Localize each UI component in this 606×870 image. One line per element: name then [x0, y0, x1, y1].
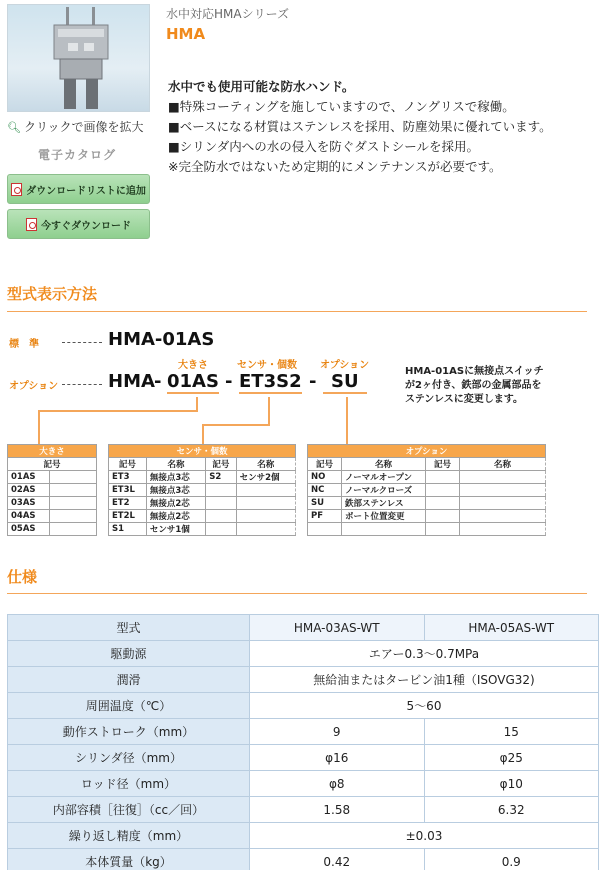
ecatalog-label: 電子カタログ: [38, 148, 117, 162]
table-row: ET3 無接点3芯 S2 センサ2個: [109, 471, 296, 484]
table-row: S1 センサ1個: [109, 523, 296, 536]
zoom-link[interactable]: 🔍︎ クリックで画像を拡大: [7, 120, 144, 134]
connector-line: [346, 397, 348, 444]
table-row: 内部容積［往復］（cc／回） 1.58 6.32: [8, 797, 599, 823]
spec-section-title: 仕様: [7, 568, 38, 586]
model-section-title: 型式表示方法: [7, 285, 98, 303]
sensor-code-table: センサ・個数 記号 名称 記号 名称 ET3 無接点3芯 S2 センサ2個 ET3L 無接点3芯 ET2 無接点2芯 ET2L 無接点2芯 S1 センサ1個: [108, 444, 296, 536]
connector-line: [202, 424, 204, 444]
magnifier-icon: 🔍︎: [7, 121, 21, 134]
description-line: ■シリンダ内への水の侵入を防ぐダストシールを採用。: [168, 139, 480, 154]
product-description: [168, 77, 598, 177]
table-row: 本体質量（kg） 0.42 0.9: [8, 849, 599, 870]
product-image[interactable]: [7, 4, 150, 112]
sensor-header: センサ・個数: [237, 360, 297, 371]
section-divider: [7, 311, 587, 312]
download-now-button[interactable]: 今すぐダウンロード: [7, 209, 150, 239]
table-row: 潤滑 無給油またはタービン油1種（ISOVG32): [8, 667, 599, 693]
table-row: 04AS: [8, 510, 97, 523]
size-table-col: 記号: [8, 458, 97, 471]
sensor-table-title: センサ・個数: [109, 445, 296, 458]
connector-line: [38, 410, 40, 444]
standard-code: HMA-01AS: [108, 329, 215, 350]
table-row: 05AS: [8, 523, 97, 536]
connector-line: [268, 397, 270, 425]
table-row: NC ノーマルクローズ: [308, 484, 546, 497]
dash-leader: [62, 384, 102, 385]
model-dash: -: [309, 371, 317, 392]
size-segment: 01AS: [167, 371, 219, 392]
description-line: ■特殊コーティングを施していますので、ノングリスで稼働。: [168, 99, 515, 114]
table-row: 駆動源 エアー0.3～0.7MPa: [8, 641, 599, 667]
series-name: 水中対応HMAシリーズ: [166, 7, 289, 21]
size-table-title: 大きさ: [8, 445, 97, 458]
option-segment: SU: [323, 371, 367, 394]
table-row: NO ノーマルオープン: [308, 471, 546, 484]
dash-leader: [62, 342, 102, 343]
description-line: ■ベースになる材質はステンレスを採用、防塵効果に優れています。: [168, 119, 552, 134]
option-code-table: オプション 記号 名称 記号 名称 NO ノーマルオープン NC ノーマルクローズ SU 鉄部ステンレス PF ポート位置変更: [307, 444, 546, 536]
model-dash: -: [225, 371, 233, 392]
product-title: HMA: [166, 25, 206, 43]
table-row: PF ポート位置変更: [308, 510, 546, 523]
size-header: 大きさ: [178, 360, 208, 371]
sensor-segment: ET3S2: [239, 371, 302, 392]
table-row: SU 鉄部ステンレス: [308, 497, 546, 510]
spec-header-row: 型式 HMA-03AS-WT HMA-05AS-WT: [8, 615, 599, 641]
option-header: オプション: [320, 360, 370, 371]
table-row: 周囲温度（℃） 5～60: [8, 693, 599, 719]
table-row: [308, 523, 546, 536]
option-example-note: HMA-01ASに無接点スイッチ が2ヶ付き、鉄部の金属部品を ステンレスに変更します。: [405, 366, 544, 405]
table-row: 動作ストローク（mm） 9 15: [8, 719, 599, 745]
connector-line: [38, 410, 198, 412]
option-table-title: オプション: [308, 445, 546, 458]
spec-table: [7, 614, 599, 870]
description-lead: 水中でも使用可能な防水ハンド。: [168, 79, 355, 94]
table-row: 繰り返し精度（mm） ±0.03: [8, 823, 599, 849]
table-row: シリンダ径（mm） φ16 φ25: [8, 745, 599, 771]
table-row: ET2 無接点2芯: [109, 497, 296, 510]
table-row: 03AS: [8, 497, 97, 510]
table-row: ET2L 無接点2芯: [109, 510, 296, 523]
description-line: ※完全防水ではないため定期的にメンテナンスが必要です。: [168, 159, 502, 174]
pdf-icon: [11, 183, 22, 196]
size-code-table: [7, 444, 97, 536]
add-to-download-list-button[interactable]: ダウンロードリストに追加: [7, 174, 150, 204]
table-row: ロッド径（mm） φ8 φ10: [8, 771, 599, 797]
standard-label: 標 準: [9, 339, 39, 350]
table-row: 02AS: [8, 484, 97, 497]
section-divider: [7, 593, 587, 594]
connector-line: [196, 397, 198, 411]
table-row: 01AS: [8, 471, 97, 484]
pdf-icon: [26, 218, 37, 231]
table-row: ET3L 無接点3芯: [109, 484, 296, 497]
option-label: オプション: [9, 381, 59, 392]
connector-line: [202, 424, 270, 426]
model-prefix: HMA: [108, 371, 155, 392]
model-dash: -: [154, 371, 162, 392]
